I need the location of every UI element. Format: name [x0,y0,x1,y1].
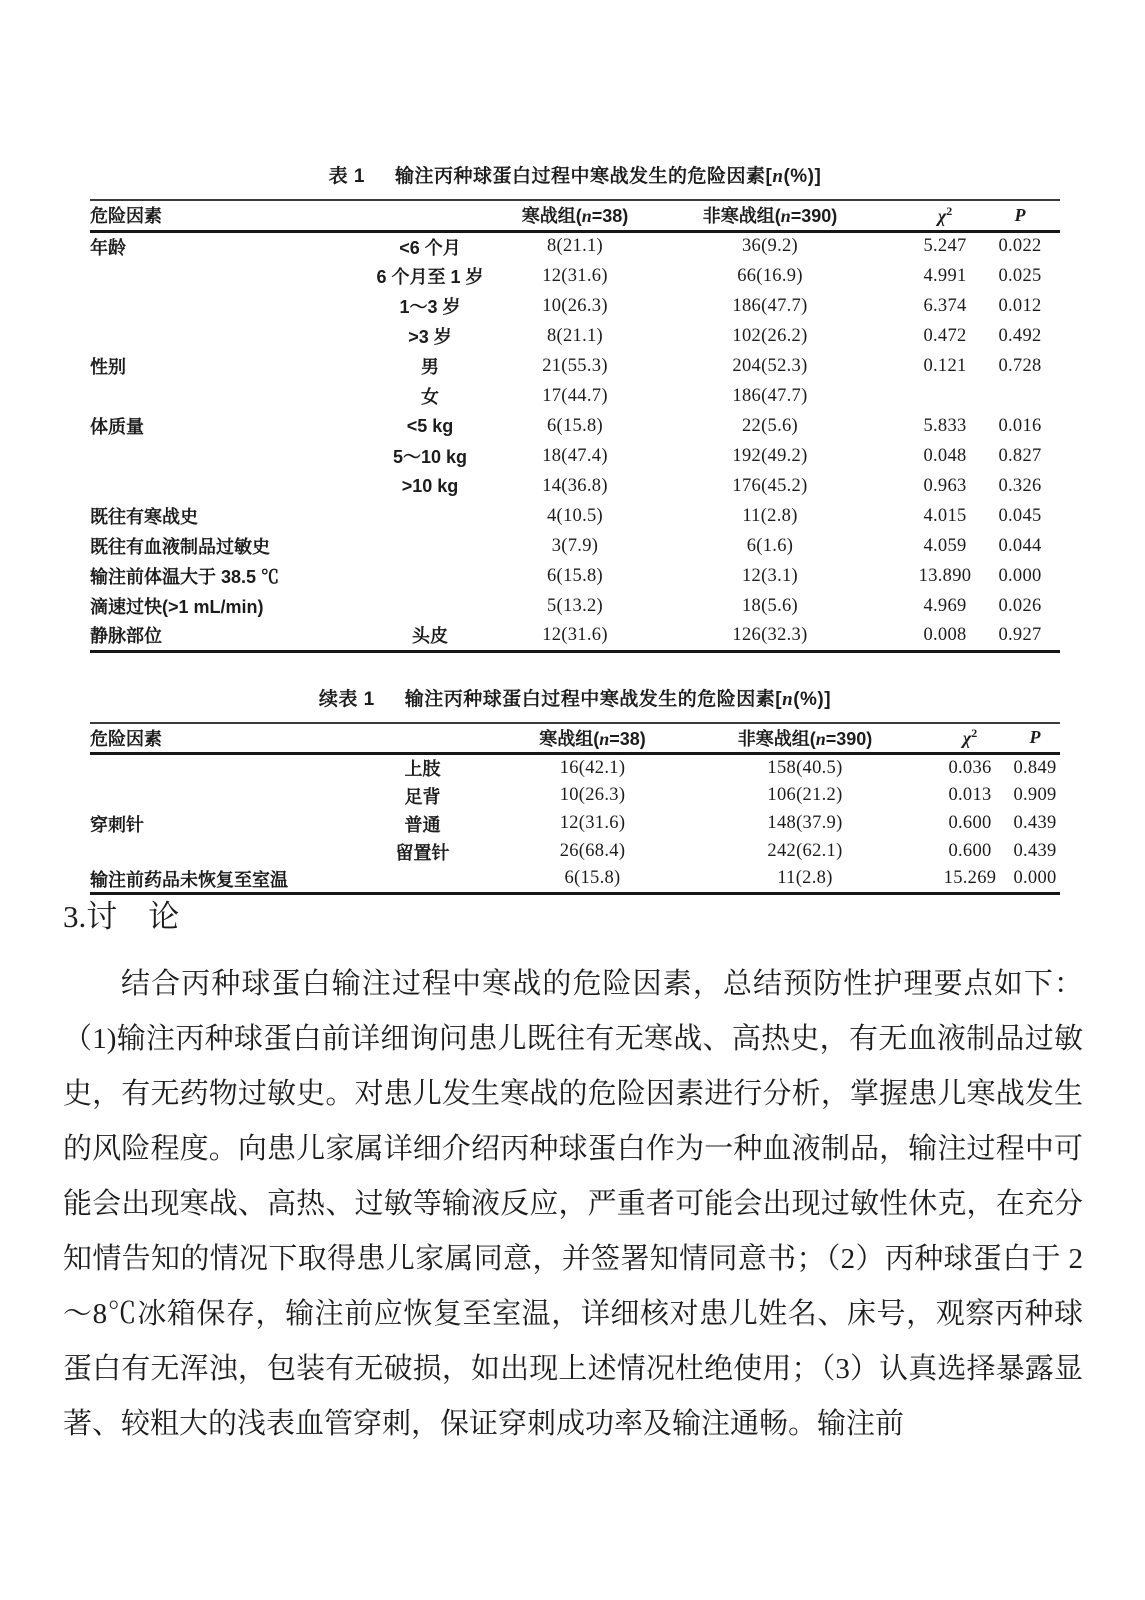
column-header-chi-square: $\chi^2$ [910,200,980,231]
column-header-chill-group: 寒战组(n=38) [520,200,630,231]
subcategory-cell: 上肢 [404,759,441,780]
p-value-cell: 0.044 [998,535,1042,556]
chill-group-value: 6(15.8) [564,868,621,889]
subcategory-cell [340,501,520,531]
table-row [90,261,1060,291]
table-row [90,231,1060,261]
table-row [90,321,1060,351]
non-chill-group-value: 11(2.8) [777,868,833,889]
risk-factor-cell: 滴速过快(>1 mL/min) [90,597,264,617]
subcategory-cell: 1～3 岁 [399,297,461,317]
chill-group-value: 26(68.4) [559,841,626,861]
chill-group-value: 12(31.6) [542,624,608,645]
table2-caption-bracket-open: [ [775,688,783,710]
risk-factor-cell [90,441,340,471]
non-chill-group-value: 36(9.2) [741,236,799,257]
p-value-cell: 0.012 [998,295,1042,316]
chi-square-value: 5.833 [923,415,967,436]
chi-square-value: 0.013 [948,785,992,805]
subcategory-cell: 头皮 [412,626,448,647]
p-value-cell: 0.439 [1013,813,1057,833]
table1-caption-label: 表 1 [328,166,366,187]
table2-caption-bracket-close: (%)] [793,688,832,710]
subcategory-cell [340,591,520,621]
p-value-cell: 0.439 [1013,841,1057,861]
table2-caption-n-symbol: n [782,688,794,710]
table-row [90,291,1060,321]
risk-factor-cell [90,291,340,321]
subcategory-cell [340,531,520,561]
table2-caption-title: 输注丙种球蛋白过程中寒战发生的危险因素 [404,688,776,710]
p-value-cell: 0.025 [998,265,1042,286]
table2-caption [90,689,1060,711]
non-chill-group-value: 126(32.3) [732,624,808,645]
n-symbol: n [780,206,791,227]
table-row [90,441,1060,471]
p-value-cell: 0.849 [1013,757,1057,778]
chill-group-value: 10(26.3) [559,785,626,805]
chill-group-value: 5(13.2) [546,595,604,616]
risk-factor-cell [90,381,340,411]
table-row [90,810,1060,838]
chill-group-value: 8(21.1) [546,325,604,346]
chill-group-value: 21(55.3) [542,355,608,376]
chi-square-value: 0.121 [923,355,967,376]
chill-group-value: 6(15.8) [546,415,604,436]
non-chill-group-value: 176(45.2) [732,475,808,496]
non-chill-group-value: 102(26.2) [732,325,808,346]
table-row [90,621,1060,651]
n-symbol: n [815,728,826,749]
table1-caption-n-symbol: n [772,166,784,187]
non-chill-group-value: 22(5.6) [741,415,799,436]
non-chill-group-value: 18(5.6) [741,595,799,616]
subcategory-cell: 足背 [404,786,441,807]
n-symbol: n [599,728,610,749]
non-chill-group-value: 242(62.1) [767,841,843,861]
n-symbol: n [581,206,592,227]
chill-group-value: 10(26.3) [542,295,608,316]
table-row [90,351,1060,381]
column-header-p-value: P [1010,723,1060,754]
p-value-cell: 0.492 [998,325,1042,346]
risk-factor-cell: 既往有寒战史 [90,507,198,527]
subcategory-cell: 留置针 [395,842,450,863]
table2-body [90,754,1060,894]
risk-factor-cell: 静脉部位 [90,626,162,647]
table1-body [90,231,1060,651]
p-value-cell: 0.326 [998,475,1042,496]
risk-factor-cell: 输注前药品未恢复至室温 [90,869,288,890]
table-row [90,411,1060,441]
chill-group-value: 17(44.7) [542,385,608,406]
risk-factor-cell [90,838,340,866]
chi-square-value: 0.472 [923,325,967,346]
risk-factor-cell: 性别 [90,357,126,377]
risk-factor-cell [90,321,340,351]
subcategory-cell: 普通 [404,814,441,835]
chi-square-value: 4.991 [923,265,967,286]
table-row [90,531,1060,561]
chill-group-value: 12(31.6) [542,265,608,286]
non-chill-group-value: 158(40.5) [767,757,843,778]
non-chill-group-value: 186(47.7) [732,385,808,406]
p-value-cell: 0.000 [998,565,1042,586]
p-value-cell: 0.045 [998,505,1042,526]
table-row [90,782,1060,810]
table1-header-row [90,200,1060,231]
non-chill-group-value: 11(2.8) [742,505,798,526]
non-chill-group-value: 204(52.3) [732,355,808,376]
risk-factor-cell: 既往有血液制品过敏史 [90,537,270,557]
column-header-risk-factor: 危险因素 [90,723,505,754]
p-value-cell: 0.927 [998,624,1042,645]
non-chill-group-value: 12(3.1) [741,565,799,586]
chi-square-value: 0.008 [923,624,967,645]
chi-square-value [910,381,980,411]
table-row [90,501,1060,531]
table1-caption-title: 输注丙种球蛋白过程中寒战发生的危险因素 [395,166,766,187]
non-chill-group-value: 66(16.9) [737,265,803,286]
p-value-cell: 0.909 [1013,785,1057,805]
p-value-cell: 0.000 [1013,868,1057,889]
chi-square-value: 4.059 [923,535,967,556]
risk-factor-cell [90,754,340,782]
chi-square-value: 0.963 [923,475,967,496]
subcategory-cell: >3 岁 [408,327,452,347]
subcategory-cell: 5～10 kg [392,447,468,467]
risk-factor-cell [90,261,340,291]
p-value-cell: 0.026 [998,595,1042,616]
chi-square-value: 0.600 [948,813,992,833]
subcategory-cell: <6 个月 [399,237,461,258]
table2-header-row [90,723,1060,754]
column-header-risk-factor: 危险因素 [90,200,520,231]
chi-square-value: 0.048 [923,445,967,466]
risk-factors-table-continued [90,722,1060,896]
risk-factors-table [90,199,1060,653]
risk-factor-cell: 体质量 [90,417,144,437]
chi-square-value: 0.036 [948,757,992,778]
table1-caption-bracket-close: (%)] [783,166,822,187]
non-chill-group-value: 192(49.2) [732,445,808,466]
subcategory-cell: 女 [421,387,439,407]
column-header-non-chill-group: 非寒战组(n=390) [680,723,930,754]
table1-caption-bracket-open: [ [765,166,773,187]
table-row [90,561,1060,591]
tables-area [90,166,1060,895]
table-row [90,381,1060,411]
subcategory-cell: 男 [421,357,439,377]
p-value-cell [980,381,1060,411]
subcategory-cell: >10 kg [401,475,459,496]
column-header-chill-group: 寒战组(n=38) [505,723,680,754]
chill-group-value: 12(31.6) [559,813,626,833]
risk-factor-cell [90,471,340,501]
table-row [90,471,1060,501]
chi-square-value: 6.374 [923,295,967,316]
risk-factor-cell [90,782,340,810]
subcategory-cell: 6 个月至 1 岁 [376,267,484,287]
section-heading-discussion: 3.讨 论 [63,899,180,934]
non-chill-group-value: 6(1.6) [746,535,794,556]
chill-group-value: 4(10.5) [546,505,604,526]
chill-group-value: 6(15.8) [546,565,604,586]
chi-square-value: 5.247 [923,236,967,257]
chill-group-value: 14(36.8) [542,475,608,496]
column-header-p-value: P [980,200,1060,231]
chill-group-value: 18(47.4) [542,445,608,466]
non-chill-group-value: 186(47.7) [732,295,808,316]
non-chill-group-value: 106(21.2) [767,785,843,805]
risk-factor-cell: 穿刺针 [90,814,144,835]
subcategory-cell: <5 kg [406,415,454,436]
chi-square-value: 4.015 [923,505,967,526]
p-value-cell: 0.728 [998,355,1042,376]
table-row [90,754,1060,782]
chi-square-value: 0.600 [948,841,992,861]
discussion-section [63,897,1083,1452]
subcategory-cell [340,561,520,591]
chill-group-value: 8(21.1) [546,236,604,257]
table1-caption [90,166,1060,188]
non-chill-group-value: 148(37.9) [767,813,843,833]
discussion-paragraph: 结合丙种球蛋白输注过程中寒战的危险因素，总结预防性护理要点如下：（1)输注丙种球蛋白前详细询问患儿既往有无寒战、高热史，有无血液制品过敏史，有无药物过敏史。对患儿发生寒战的危险因素进行分析，掌握患儿寒战发生的风险程度。向患儿家属详细介绍丙种球蛋白作为一种血液制品，输注过程中可能会出现寒战、高热、过敏等输液反应，严重者可能会出现过敏性休克，在充分知情告知的情况下取得患儿家属同意，并签署知情同意书；（2）丙种球蛋白于 2～8℃冰箱保存，输注前应恢复至室温，详细核对患儿姓名、床号，观察丙种球蛋白有无浑浊，包装有无破损，如出现上述情况杜绝使用；（3）认真选择暴露显著、较粗大的浅表血管穿刺，保证穿刺成功率及输注通畅。输注前 [63,968,1083,1440]
p-value-cell: 0.016 [998,415,1042,436]
p-value-cell: 0.827 [998,445,1042,466]
chi-square-value: 15.269 [943,868,997,889]
column-header-chi-square: $\chi^2$ [930,723,1010,754]
table-row [90,866,1060,894]
p-value-cell: 0.022 [998,236,1042,257]
risk-factor-cell: 年龄 [90,237,126,258]
table-row [90,838,1060,866]
chi-square-value: 4.969 [923,595,967,616]
subcategory-cell [340,866,505,894]
column-header-non-chill-group: 非寒战组(n=390) [630,200,910,231]
table2-caption-label: 续表 1 [318,688,375,710]
table-row [90,591,1060,621]
chill-group-value: 3(7.9) [551,535,599,556]
risk-factor-cell: 输注前体温大于 38.5 ℃ [90,567,280,587]
chill-group-value: 16(42.1) [559,757,626,778]
chi-square-value: 13.890 [918,565,972,586]
